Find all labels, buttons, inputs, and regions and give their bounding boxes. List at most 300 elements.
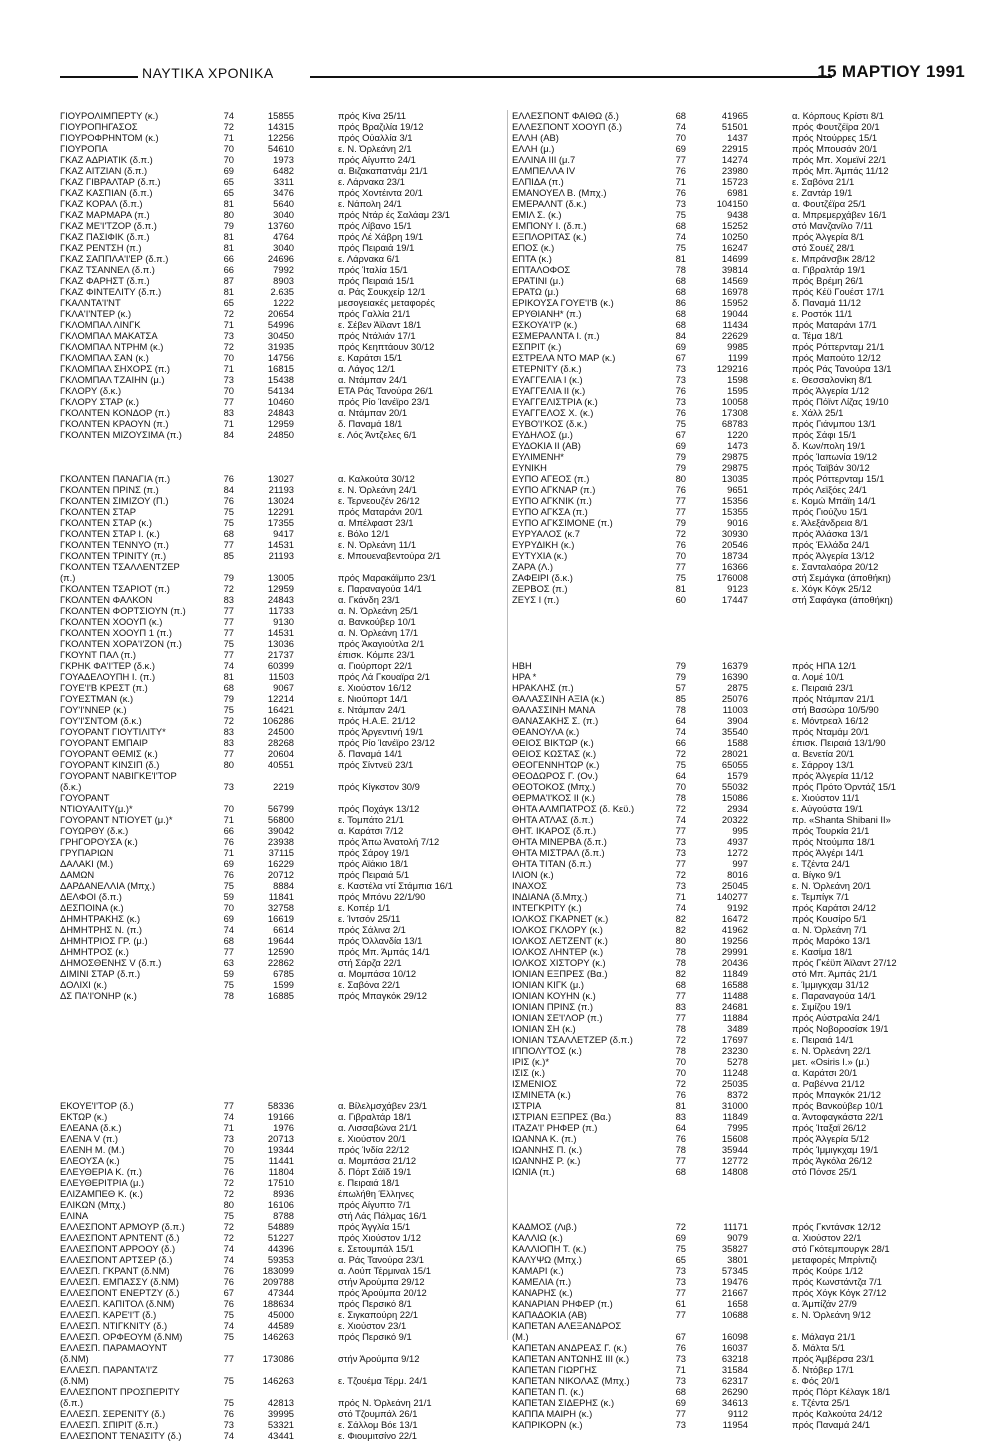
ship-tonnage: 11248 [722, 1067, 748, 1078]
ship-name: ΙΟΛΚΟΣ ΓΚΛΟΡΥ (κ.) [512, 924, 603, 935]
ship-status-note: πρός Πρότο Όρντάζ 15/1 [792, 781, 896, 792]
ship-status-note: ε. Σαβόνα 21/1 [792, 176, 855, 187]
ship-name: ΚΑΜΑΡΙ (κ.) [512, 1265, 564, 1276]
ship-row [512, 1133, 782, 1144]
ship-year: 72 [223, 1221, 234, 1232]
ship-row [60, 1155, 320, 1166]
ship-tonnage: 22915 [721, 143, 748, 154]
ship-year: 75 [675, 418, 686, 429]
ship-name: ΕΛΛΕΣΠΟΝΤ ΕΝΕΡΤΖΥ (δ.) [60, 1287, 180, 1298]
ship-row [512, 495, 782, 506]
ship-name: ΙΩΑΝΝΗΣ Π. (κ.) [512, 1144, 583, 1155]
ship-row [60, 869, 320, 880]
ship-name: ΚΑΛΥΨΩ (Μπχ.) [512, 1254, 582, 1265]
ship-row [60, 121, 320, 132]
ship-row [60, 429, 320, 440]
ship-status-note: πρός Άγγλία 15/1 [338, 1221, 411, 1232]
ship-year: 68 [675, 1166, 686, 1177]
ship-status-note: πρός Γιούζνυ 15/1 [792, 506, 868, 517]
ship-tonnage: 16037 [721, 1342, 748, 1353]
ship-tonnage: 1222 [273, 297, 294, 308]
ship-row [60, 198, 320, 209]
ship-status-note: στό Γκότεμπουργκ 28/1 [792, 1243, 890, 1254]
ship-tonnage: 3040 [273, 242, 294, 253]
ship-row [60, 726, 320, 737]
ship-status-note: α. Λομέ 10/1 [792, 671, 845, 682]
ship-tonnage: 14531 [267, 627, 294, 638]
ship-tonnage: 39814 [721, 264, 748, 275]
publication-title: ΝΑΥΤΙΚΑ ΧΡΟΝΙΚΑ [142, 65, 274, 81]
ship-tonnage: 15723 [721, 176, 748, 187]
ship-row [512, 506, 782, 517]
ship-status-note: πρός Αίγυπτο 7/1 [338, 1199, 411, 1210]
ship-year: 76 [675, 165, 686, 176]
ship-year: 74 [675, 814, 686, 825]
ship-row [60, 1243, 320, 1254]
ship-year: 70 [675, 1056, 686, 1067]
ship-status-note [338, 770, 506, 781]
ship-status-note: πρός Άρούμπα 20/12 [338, 1287, 427, 1298]
ship-tonnage: 5640 [273, 198, 294, 209]
ship-tonnage: 25076 [721, 693, 748, 704]
ship-tonnage: 15952 [721, 297, 748, 308]
ship-name: ΚΑΠΕΤΑΝ ΝΙΚΟΛΑΣ (Μπχ.) [512, 1375, 630, 1386]
ship-tonnage: 24696 [267, 253, 294, 264]
ship-row [512, 1243, 782, 1254]
ship-name: ΓΚΟΛΝΤΕΝ ΧΟΡΑ'Ι'ΖΟΝ (π.) [60, 638, 182, 649]
ship-year: 65 [675, 1254, 686, 1265]
ship-row [512, 176, 782, 187]
ship-status-note: έπισκ. Κόμπε 23/1 [338, 649, 415, 660]
ship-status-note: ε. Κασίμα 18/1 [792, 946, 853, 957]
ship-name: ΕΛΛΕΣΠ. ΚΑΡΕ'Ι'Τ (δ.) [60, 1309, 157, 1320]
ship-name: ΕΛΛΕΣΠΟΝΤ ΤΕΝΑΣΙΤΥ (δ.) [60, 1430, 182, 1441]
ship-status-note: πρός Έλλάδα 24/1 [792, 539, 870, 550]
ship-year: 79 [675, 660, 686, 671]
ship-row [60, 715, 320, 726]
ship-row [60, 1320, 320, 1331]
ship-name: ΘΑΝΑΣΑΚΗΣ Σ. (π.) [512, 715, 599, 726]
ship-name: ΘΕΟΓΕΝΝΗΤΩΡ (κ.) [512, 759, 600, 770]
ship-name: ΓΚΑΖ ΓΙΒΡΑΛΤΑΡ (δ.π.) [60, 176, 161, 187]
ship-status-note [338, 561, 506, 572]
ship-tonnage: 20654 [267, 308, 294, 319]
ship-row [60, 1254, 320, 1265]
ship-tonnage: 17697 [721, 1034, 748, 1045]
right-ship-column [512, 110, 782, 1430]
ship-year: 77 [223, 649, 234, 660]
ship-row [512, 1122, 782, 1133]
ship-tonnage: 15855 [267, 110, 294, 121]
ship-row [512, 1034, 782, 1045]
ship-status-note: α. Ράς Σουκχείρ 12/1 [338, 286, 426, 297]
ship-year: 59 [223, 968, 234, 979]
ship-year: 78 [675, 1023, 686, 1034]
ship-status-note: πρός Άγκόλα 26/12 [792, 1155, 873, 1166]
ship-year: 69 [675, 1232, 686, 1243]
ship-name: ΙΟΛΚΟΣ ΓΚΑΡΝΕΤ (κ.) [512, 913, 609, 924]
ship-name: ΕΥΠΟ ΑΓΚΣΙΜΟΝΕ (π.) [512, 517, 613, 528]
ship-status-note: πρός Άμβέρσα 23/1 [792, 1353, 875, 1364]
ship-status-note: ε. Χόγκ Κόγκ 25/12 [792, 583, 872, 594]
ship-name: ΕΛΛΕΣΠ. ΓΚΡΑΝΤ (δ.ΝΜ) [60, 1265, 170, 1276]
ship-name: ΕΛΛΕΣΠ. ΕΜΠΑΣΣΥ (δ.ΝΜ) [60, 1276, 179, 1287]
ship-tonnage: 11841 [268, 891, 294, 902]
ship-tonnage: 1437 [727, 132, 748, 143]
ship-year: 78 [675, 792, 686, 803]
ship-row [512, 1001, 782, 1012]
ship-row [512, 594, 782, 605]
ship-row [512, 814, 782, 825]
ship-year: 79 [223, 220, 234, 231]
ship-status-note: πρός Ματαράνι 17/1 [792, 319, 877, 330]
ship-row [512, 1221, 782, 1232]
ship-tonnage: 63218 [721, 1353, 748, 1364]
ship-name: ΕΣΜΕΡΑΛΝΤΑ Ι. (π.) [512, 330, 600, 341]
ship-tonnage: 21667 [721, 1287, 748, 1298]
ship-tonnage: 16472 [721, 913, 748, 924]
ship-row [512, 935, 782, 946]
ship-status-note: στό Μανζανίλο 7/11 [792, 220, 873, 231]
ship-tonnage: 17308 [721, 407, 748, 418]
ship-row [512, 352, 782, 363]
ship-status-note: ε. Ν. Όρλεάνη 2/1 [338, 143, 412, 154]
ship-name: ΙΤΑΖΑ'Ι' ΡΗΦΕΡ (π.) [512, 1122, 598, 1133]
ship-name: ΚΑΠΡΙΚΟΡΝ (κ.) [512, 1419, 583, 1430]
ship-name: ΓΚΡΗΚ ΦΑ'Ι'ΤΕΡ (δ.κ.) [60, 660, 155, 671]
ship-row [60, 847, 320, 858]
ship-year: 68 [675, 220, 686, 231]
ship-status-note: πρός Τουρκία 21/1 [792, 825, 870, 836]
ship-year: 81 [223, 231, 234, 242]
ship-name: ΓΟΥΑΔΕΛΟΥΠΗ Ι. (π.) [60, 671, 156, 682]
ship-row [60, 495, 320, 506]
ship-row [60, 880, 320, 891]
ship-row [512, 704, 782, 715]
ship-year: 74 [675, 121, 686, 132]
ship-year: 77 [675, 1408, 686, 1419]
ship-status-note: ε. Τομπάτο 21/1 [338, 814, 404, 825]
ship-tonnage: 14808 [721, 1166, 748, 1177]
ship-year: 69 [675, 143, 686, 154]
ship-tonnage: 29875 [721, 462, 748, 473]
ship-name: ΙΣΜΕΝΙΟΣ [512, 1078, 557, 1089]
ship-year: 77 [223, 539, 234, 550]
ship-name: ΕΠΟΣ (κ.) [512, 242, 555, 253]
ship-row [512, 396, 782, 407]
ship-status-note: α. Ν. Όρλεάνη 25/1 [338, 605, 419, 616]
ship-tonnage: 10688 [721, 1309, 748, 1320]
ship-name: ΕΛΛΕΣΠΟΝΤ ΠΡΟΣΠΕΡΙΤΥ [60, 1386, 180, 1397]
ship-tonnage: 14315 [267, 121, 294, 132]
ship-year: 68 [675, 319, 686, 330]
ship-status-note: πρός Μπ. Χομεϊνί 22/1 [792, 154, 887, 165]
ship-status-note: α. Ντάμπαν 20/1 [338, 407, 408, 418]
ship-status-note: πρός Μπαγκόκ 21/12 [792, 1089, 881, 1100]
ship-status-note: πρός Σάρογ 19/1 [338, 847, 410, 858]
ship-status-note: α. Βανκούβερ 10/1 [338, 616, 416, 627]
ship-name: ΓΚΟΛΝΤΕΝ ΣΤΑΡ Ι. (κ.) [60, 528, 160, 539]
ship-row [60, 1364, 320, 1375]
ship-row [60, 1210, 320, 1221]
ship-tonnage: 20712 [267, 869, 294, 880]
ship-status-note: α. Τέμα 18/1 [792, 330, 844, 341]
ship-name: ΔΟΛΙΧΙ (κ.) [60, 979, 108, 990]
ship-tonnage: 13036 [267, 638, 294, 649]
ship-tonnage: 54610 [267, 143, 294, 154]
ship-name: ΖΕΡΒΟΣ (π.) [512, 583, 568, 594]
ship-status-note: ε. Κομώ Μπάϊη 14/1 [792, 495, 876, 506]
ship-row [60, 704, 320, 715]
ship-status-note: ε. Ίμμιγκχαμ 31/12 [792, 979, 869, 990]
ship-status-note: πρός Λέ Χάβρη 19/1 [338, 231, 424, 242]
ship-row [512, 132, 782, 143]
ship-tonnage: 997 [732, 858, 748, 869]
right-ships-group-b [512, 660, 782, 1177]
ship-status-note: στό Πόνσε 25/1 [792, 1166, 857, 1177]
ship-row [512, 209, 782, 220]
ship-status-note: α. Ν. Όρλεάνη 17/1 [338, 627, 419, 638]
ship-status-note: ε. Ν. Όρλεάνη 22/1 [792, 1045, 871, 1056]
ship-tonnage: 19044 [721, 308, 748, 319]
ship-status-note: πρός Μαρακάϊμπο 23/1 [338, 572, 436, 583]
ship-year: 77 [675, 1155, 686, 1166]
ship-row [60, 165, 320, 176]
ship-name: ΙΝΔΙΑΝΑ (δ.Μπχ.) [512, 891, 588, 902]
ship-year: 73 [675, 1375, 686, 1386]
ship-row [512, 1265, 782, 1276]
ship-status-note: ε. Πειραιά 18/1 [338, 1177, 400, 1188]
ship-year: 68 [675, 979, 686, 990]
ship-year: 78 [675, 957, 686, 968]
ship-tonnage: 12214 [267, 693, 294, 704]
ship-year: 74 [675, 231, 686, 242]
ship-year: 71 [675, 176, 686, 187]
ship-year: 78 [675, 1045, 686, 1056]
ship-row [60, 528, 320, 539]
ship-status-note: πρός Ράς Τανούρα 13/1 [792, 363, 892, 374]
ship-year: 83 [223, 737, 234, 748]
ship-tonnage: 17447 [721, 594, 748, 605]
ship-status-note: α. Καράτσι 7/12 [338, 825, 404, 836]
ship-year: 76 [223, 869, 234, 880]
ship-status-note: ε. Ζαντάρ 19/1 [792, 187, 853, 198]
ship-row [60, 341, 320, 352]
ship-row [512, 1287, 782, 1298]
ship-year: 74 [223, 1430, 234, 1441]
ship-tonnage: 25045 [721, 880, 748, 891]
ship-name: ΓΚΑΖ ΤΣΑΝΝΕΛ (δ.π.) [60, 264, 155, 275]
ship-row [512, 715, 782, 726]
ship-name: ΙΡΙΣ (κ.)* [512, 1056, 550, 1067]
ship-year: 77 [675, 990, 686, 1001]
ship-year: 68 [675, 308, 686, 319]
ship-year: 73 [675, 1265, 686, 1276]
ship-row [60, 1199, 320, 1210]
ship-name: ΘΗΤΑ ΜΙΝΕΡΒΑ (δ.π.) [512, 836, 607, 847]
ship-name: ΙΝΑΧΟΣ [512, 880, 547, 891]
ship-tonnage: 8372 [727, 1089, 748, 1100]
ship-name: ΕΛΛΗ (μ.) [512, 143, 555, 154]
ship-name: ΕΜΠΟΝΥ Ι. (δ.π.) [512, 220, 587, 231]
ship-year: 73 [675, 374, 686, 385]
ship-row [512, 924, 782, 935]
ship-row [60, 407, 320, 418]
ship-tonnage: 14569 [721, 275, 748, 286]
ship-tonnage: 3040 [273, 209, 294, 220]
ship-status-note: πρός Βρέμη 26/1 [792, 275, 864, 286]
ship-row [512, 1309, 782, 1320]
ship-year: 73 [675, 847, 686, 858]
ship-name: ΕΥΛΙΜΕΝΗ* [512, 451, 564, 462]
ship-status-note: α. Λάγος 12/1 [338, 363, 396, 374]
ship-row [60, 638, 320, 649]
ship-tonnage: 9438 [727, 209, 748, 220]
ship-year: 71 [223, 319, 234, 330]
ship-year: 76 [675, 407, 686, 418]
ship-year: 75 [223, 979, 234, 990]
ship-status-note: πρός Άλγέρι 14/1 [792, 847, 864, 858]
ship-status-note: α. Βίγκο 9/1 [792, 869, 842, 880]
header-rule-right [310, 76, 832, 78]
ship-row [60, 1265, 320, 1276]
ship-tonnage: 12772 [721, 1155, 748, 1166]
ship-status-note [338, 1364, 506, 1375]
ship-status-note: ε. Σιγκαπούρη 22/1 [338, 1309, 419, 1320]
ship-year: 71 [223, 363, 234, 374]
ship-year: 80 [223, 759, 234, 770]
ship-status-note: πρός Άπω Άνατολή 7/12 [338, 836, 440, 847]
ship-name: ΕΣΚΟΥΑ'Ι'Ρ (κ.) [512, 319, 578, 330]
ship-row [60, 671, 320, 682]
ship-status-note: ε. Σαβόνα 22/1 [338, 979, 401, 990]
ship-tonnage: 183099 [262, 1265, 294, 1276]
ship-name: ΕΛΛΕΣΠΟΝΤ ΑΡΡΟΟΥ (δ.) [60, 1243, 176, 1254]
ship-status-note: ε. Χιούστον 20/1 [338, 1133, 407, 1144]
ship-row [60, 242, 320, 253]
ship-row [60, 352, 320, 363]
ship-tonnage: 17510 [267, 1177, 294, 1188]
ship-row [60, 275, 320, 286]
ship-row [60, 737, 320, 748]
ship-name: ΓΚΑΖ ΣΑΠΠΛΑ'Ι'ΕΡ (δ.π.) [60, 253, 169, 264]
ship-status-note: πρός Χιούστον 1/12 [338, 1232, 421, 1243]
ship-status-note: πρός Ματαράνι 20/1 [338, 506, 423, 517]
ship-tonnage: 18734 [721, 550, 748, 561]
ship-status-note: δ. Πόρτ Σάϊδ 19/1 [338, 1166, 412, 1177]
ship-name: ΓΙΟΥΡΟΛΙΜΠΕΡΤΥ (κ.) [60, 110, 159, 121]
ship-year: 67 [675, 429, 686, 440]
ship-status-note: πρός Κωνστάντζα 7/1 [792, 1276, 882, 1287]
ship-status-note: α. Ν. Όρλεάνη 7/1 [792, 924, 867, 935]
ship-year: 77 [675, 1287, 686, 1298]
ship-tonnage: 11849 [722, 968, 748, 979]
ship-tonnage: 8016 [727, 869, 748, 880]
ship-year: 65 [223, 187, 234, 198]
ship-status-note: ε. Καράτσι 15/1 [338, 352, 402, 363]
ship-year: 73 [223, 1133, 234, 1144]
ship-row [512, 110, 782, 121]
ship-status-note: α. Γιβραλτάρ 18/1 [338, 1111, 412, 1122]
ship-status-note: πρός Αϊάκιο 18/1 [338, 858, 409, 869]
ship-year: 73 [675, 836, 686, 847]
ship-year: 82 [675, 924, 686, 935]
ship-row [60, 286, 320, 297]
ship-name: ΕΥΝΙΚΗ [512, 462, 547, 473]
ship-tonnage: 16390 [721, 671, 748, 682]
ship-name: (π.) [60, 572, 76, 583]
ship-row [60, 297, 320, 308]
ship-name: ΙΣΜΙΝΕΤΑ (κ.) [512, 1089, 571, 1100]
ship-tonnage: 20604 [267, 748, 294, 759]
ship-row [60, 1133, 320, 1144]
ship-tonnage: 42813 [267, 1397, 294, 1408]
ship-tonnage: 44589 [267, 1320, 294, 1331]
ship-row [60, 803, 320, 814]
ship-name: ΚΑΛΛΙΟΠΗ Τ. (κ.) [512, 1243, 587, 1254]
ship-status-note: πρός Μπαγκόκ 29/12 [338, 990, 427, 1001]
ship-status-note: πρός Άλγερία 1/12 [792, 385, 870, 396]
ship-row [512, 1089, 782, 1100]
ship-name: ΓΚΟΛΝΤΕΝ ΚΡΑΟΥΝ (π.) [60, 418, 169, 429]
ship-name: ΙΣΤΡΙΑΝ ΕΞΠΡΕΣ (Βα.) [512, 1111, 612, 1122]
ship-row [512, 803, 782, 814]
ship-tonnage: 22862 [267, 957, 294, 968]
ship-row [512, 440, 782, 451]
ship-row [60, 264, 320, 275]
ship-status-note: πρός Ίνδία 22/12 [338, 1144, 410, 1155]
ship-tonnage: 23938 [267, 836, 294, 847]
ship-name: ΓΚΟΛΝΤΕΝ ΤΡΙΝΙΤΥ (π.) [60, 550, 167, 561]
ship-tonnage: 20546 [721, 539, 748, 550]
ship-status-note: πρός Ούαλλία 3/1 [338, 132, 413, 143]
ship-row [60, 418, 320, 429]
ship-name: ΘΑΛΑΣΣΙΝΗ ΜΑΝΑ [512, 704, 596, 715]
ship-status-note: πρός Άλγερία 13/12 [792, 550, 875, 561]
ship-tonnage: 173086 [262, 1353, 294, 1364]
ship-status-note: πρός Περσικό 9/1 [338, 1331, 412, 1342]
ship-status-note: πρός Μπ. Άμπάς 11/12 [792, 165, 889, 176]
ship-name: ΓΙΟΥΡΟΠΑ [60, 143, 108, 154]
ship-status-note: ε. Πειραιά 14/1 [792, 1034, 854, 1045]
ship-tonnage: 19476 [721, 1276, 748, 1287]
ship-year: 71 [223, 132, 234, 143]
ship-name: ΕΛΛΕΣΠΟΝΤ ΑΡΜΟΥΡ (δ.π.) [60, 1221, 185, 1232]
ship-name: ΕΛΛΕΣΠΟΝΤ ΦΑΙΘΩ (δ.) [512, 110, 619, 121]
ship-status-note: πρός Ντάρ ές Σαλάαμ 23/1 [338, 209, 450, 220]
ship-status-note: ε. Νιούπορτ 14/1 [338, 693, 408, 704]
ship-status-note: α. Μπέλφαστ 23/1 [338, 517, 414, 528]
ship-row [60, 187, 320, 198]
ship-name: ΕΛΜΠΕΛΛΑ IV [512, 165, 576, 176]
ship-year: 79 [675, 517, 686, 528]
ship-year: 76 [675, 1342, 686, 1353]
ship-name: ΕΛΛΕΣΠ. ΠΑΡΑΝΤΑ'Ι'Ζ [60, 1364, 158, 1375]
ship-status-note: ε. Σάρρογ 13/1 [792, 759, 855, 770]
ship-status-note: πρός Αύστραλία 24/1 [792, 1012, 881, 1023]
ship-status-note: πρός Ίταξαϊ 26/12 [792, 1122, 867, 1133]
ship-tonnage: 995 [732, 825, 748, 836]
ship-tonnage: 16106 [267, 1199, 294, 1210]
ship-status-note: πρός Κίγκστον 30/9 [338, 781, 420, 792]
ship-row [60, 550, 320, 561]
ship-row [60, 572, 320, 583]
ship-year: 84 [223, 484, 234, 495]
ship-tonnage: 14531 [267, 539, 294, 550]
ship-tonnage: 15356 [721, 495, 748, 506]
ship-year: 57 [675, 682, 686, 693]
ship-status-note [338, 1342, 506, 1353]
